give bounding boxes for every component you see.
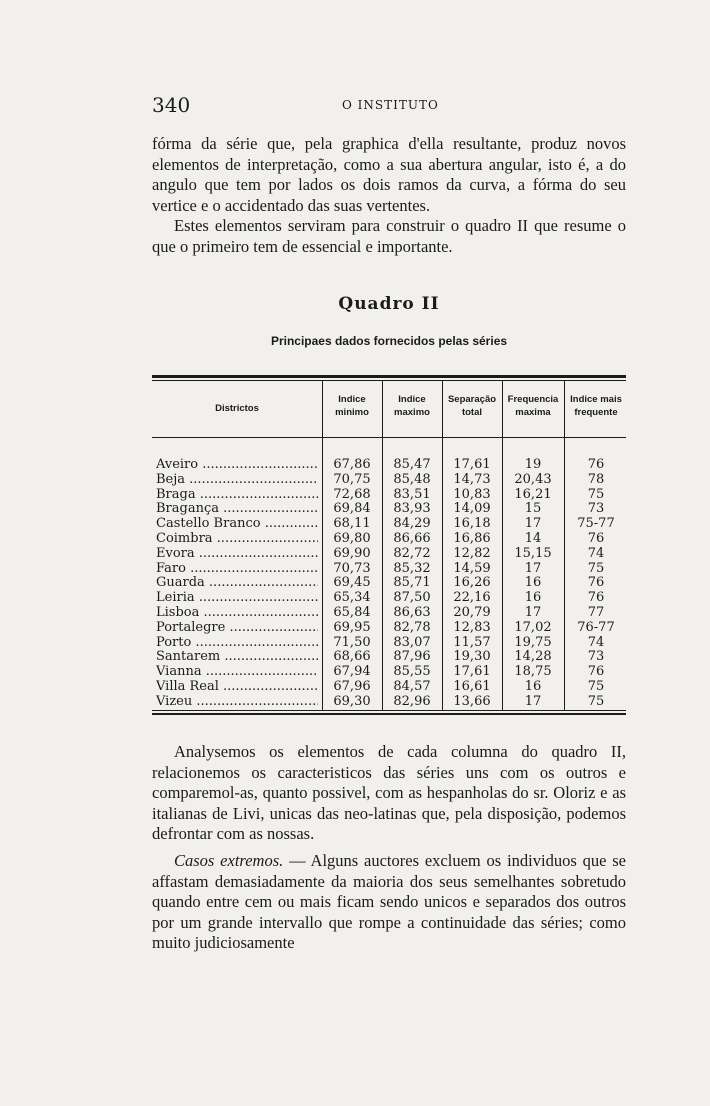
- table-cell: 14: [524, 531, 542, 546]
- running-title: O INSTITUTO: [342, 98, 439, 112]
- table-cell: 20,79: [453, 605, 491, 620]
- table-cell: 14,09: [453, 501, 491, 517]
- table-cell: 69,95: [333, 619, 371, 635]
- table-cell: 85,32: [393, 560, 431, 576]
- table-row: [152, 620, 626, 635]
- paragraph-casos-extremos: [152, 851, 626, 954]
- table-cell: 16,18: [453, 516, 491, 532]
- table-cell: 83,07: [393, 634, 431, 650]
- table-cell: 78: [587, 471, 605, 487]
- table-cell: 17,61: [453, 457, 491, 472]
- table-cell: 76: [587, 590, 605, 606]
- paragraph-2: Estes elementos serviram para construir o quadro II que resume o que o primeiro tem de essencial e importante.: [152, 216, 626, 256]
- table-cell: 69,84: [333, 501, 371, 517]
- table-cell: 16: [524, 679, 542, 694]
- page-number: 340: [152, 93, 191, 117]
- table-row: [152, 664, 626, 679]
- table-cell: 14,73: [453, 471, 491, 487]
- table-cell: 67,96: [333, 679, 371, 694]
- district-name: Porto .....: [156, 635, 318, 650]
- district-name: Portalegre .....: [156, 620, 318, 635]
- table-cell: 74: [587, 634, 605, 650]
- table-cell: 85,48: [393, 471, 431, 487]
- table-top-rule: [152, 375, 626, 378]
- table-cell: 17: [524, 605, 542, 620]
- district-name: Guarda .....: [156, 575, 318, 590]
- table-row: [152, 457, 626, 472]
- table-cell: 74: [587, 545, 605, 561]
- district-name: Villa Real .....: [156, 679, 318, 694]
- table-cell: 67,86: [333, 457, 371, 472]
- paragraph-3: Analysemos os elementos de cada columna do quadro II, relacionemos os caracteristicos das séries uns com os outros e comparemol-as, quanto possivel, com as hespanholas do sr. Oloriz e as italianas de Livi, unicas das neo-latinas que, pela disposição, podemos defrontar com as nossas.: [152, 742, 626, 843]
- district-name: Braga .....: [156, 487, 318, 502]
- table-cell: 73: [587, 501, 605, 517]
- table-cell: 76-77: [577, 619, 615, 635]
- table-cell: 82,78: [393, 619, 431, 635]
- paragraph-4: — Alguns auctores excluem os individuos que se affastam demasiadamente da maioria dos seus semelhantes sobretudo quando entre cem ou mais ficam sendo unicos e separados dos outros por um grande intervallo que rompe a continuidade das séries; como muito judiciosamente: [152, 851, 626, 952]
- table-header-rule: [152, 437, 626, 438]
- column-header: Separação total: [447, 394, 497, 418]
- data-table: [152, 375, 626, 715]
- table-cell: 83,51: [393, 486, 431, 502]
- table-cell: 86,66: [393, 531, 431, 546]
- table-cell: 69,30: [333, 693, 371, 709]
- table-cell: 14,59: [453, 560, 491, 576]
- table-cell: 67,94: [333, 664, 371, 680]
- table-cell: 75: [587, 693, 605, 709]
- table-cell: 65,34: [333, 590, 371, 606]
- table-row: [152, 472, 626, 487]
- table-cell: 82,96: [393, 693, 431, 709]
- table-row: [152, 516, 626, 531]
- table-cell: 19,30: [453, 649, 491, 665]
- table-cell: 17: [524, 560, 542, 576]
- table-row: [152, 635, 626, 650]
- table-cell: 87,50: [393, 590, 431, 606]
- table-cell: 75-77: [577, 516, 615, 532]
- table-cell: 16: [524, 590, 542, 606]
- table-bottom-rule-thick: [152, 713, 626, 715]
- table-cell: 19,75: [514, 634, 552, 650]
- table-cell: 70,75: [333, 471, 371, 487]
- table-row: [152, 679, 626, 694]
- table-bottom-rule: [152, 710, 626, 711]
- table-cell: 22,16: [453, 590, 491, 606]
- column-header: Indice minimo: [335, 394, 369, 418]
- table-row: [152, 605, 626, 620]
- table-cell: 68,11: [333, 516, 371, 532]
- column-header: Indice maximo: [394, 394, 430, 418]
- table-cell: 18,75: [514, 664, 552, 680]
- table-cell: 68,66: [333, 649, 371, 665]
- table-subtitle: Principaes dados fornecidos pelas séries: [270, 334, 508, 348]
- table-cell: 16,61: [453, 679, 491, 694]
- table-cell: 76: [587, 664, 605, 680]
- table-cell: 76: [587, 457, 605, 472]
- section-lead: Casos extremos.: [174, 851, 284, 870]
- table-title: Quadro II: [338, 294, 440, 314]
- body-text-bottom: [152, 742, 626, 845]
- table-cell: 13,66: [453, 693, 491, 709]
- body-text-top: [152, 134, 626, 257]
- district-name: Vianna .....: [156, 664, 318, 679]
- table-row: [152, 590, 626, 605]
- table-cell: 10,83: [453, 486, 491, 502]
- column-header: Frequencia maxima: [507, 394, 559, 418]
- table-row: [152, 575, 626, 590]
- table-cell: 84,29: [393, 516, 431, 532]
- table-cell: 20,43: [514, 471, 552, 487]
- page-header: [152, 93, 632, 117]
- district-name: Vizeu .....: [156, 694, 318, 709]
- table-cell: 17: [524, 693, 542, 709]
- district-name: Evora .....: [156, 546, 318, 561]
- district-name: Coimbra .....: [156, 531, 318, 546]
- column-header: Indice mais frequente: [570, 394, 622, 418]
- table-top-rule-thin: [152, 380, 626, 381]
- table-cell: 77: [587, 605, 605, 620]
- district-name: Beja .....: [156, 472, 318, 487]
- table-cell: 83,93: [393, 501, 431, 517]
- table-cell: 75: [587, 560, 605, 576]
- table-cell: 82,72: [393, 545, 431, 561]
- table-cell: 16,86: [453, 531, 491, 546]
- table-cell: 72,68: [333, 486, 371, 502]
- column-header: Districtos: [215, 403, 259, 414]
- table-cell: 76: [587, 575, 605, 591]
- district-name: Bragança .....: [156, 501, 318, 516]
- table-cell: 71,50: [333, 634, 371, 650]
- table-cell: 17: [524, 516, 542, 532]
- district-name: Aveiro .....: [156, 457, 318, 472]
- table-cell: 15,15: [514, 545, 552, 561]
- table-cell: 85,55: [393, 664, 431, 680]
- table-cell: 12,83: [453, 619, 491, 635]
- table-cell: 69,80: [333, 531, 371, 546]
- table-row: [152, 561, 626, 576]
- table-cell: 70,73: [333, 560, 371, 576]
- table-cell: 69,45: [333, 575, 371, 591]
- table-row: [152, 546, 626, 561]
- table-cell: 16: [524, 575, 542, 591]
- table-row: [152, 501, 626, 516]
- table-cell: 17,02: [514, 619, 552, 635]
- table-cell: 14,28: [514, 649, 552, 665]
- table-cell: 84,57: [393, 679, 431, 694]
- table-cell: 65,84: [333, 605, 371, 620]
- table-cell: 12,82: [453, 545, 491, 561]
- district-name: Leiria .....: [156, 590, 318, 605]
- table-cell: 11,57: [453, 634, 491, 650]
- table-cell: 86,63: [393, 605, 431, 620]
- district-name: Castello Branco .....: [156, 516, 318, 531]
- table-cell: 76: [587, 531, 605, 546]
- table-row: [152, 487, 626, 502]
- district-name: Santarem .....: [156, 649, 318, 664]
- table-row: [152, 649, 626, 664]
- table-cell: 75: [587, 486, 605, 502]
- table-cell: 75: [587, 679, 605, 694]
- table-cell: 69,90: [333, 545, 371, 561]
- table-cell: 15: [524, 501, 542, 517]
- table-cell: 87,96: [393, 649, 431, 665]
- table-cell: 16,21: [514, 486, 552, 502]
- table-cell: 85,47: [393, 457, 431, 472]
- district-name: Faro .....: [156, 561, 318, 576]
- table-cell: 85,71: [393, 575, 431, 591]
- table-cell: 16,26: [453, 575, 491, 591]
- paragraph-1: fórma da série que, pela graphica d'ella resultante, produz novos elementos de interpretação, como a sua abertura angular, isto é, a do angulo que tem por lados os dois ramos da curva, a fórma do seu vertice e o accidentado das suas vertentes.: [152, 134, 626, 215]
- table-cell: 19: [524, 457, 542, 472]
- district-name: Lisboa .....: [156, 605, 318, 620]
- table-cell: 73: [587, 649, 605, 665]
- table-cell: 17,61: [453, 664, 491, 680]
- table-row: [152, 694, 626, 709]
- table-row: [152, 531, 626, 546]
